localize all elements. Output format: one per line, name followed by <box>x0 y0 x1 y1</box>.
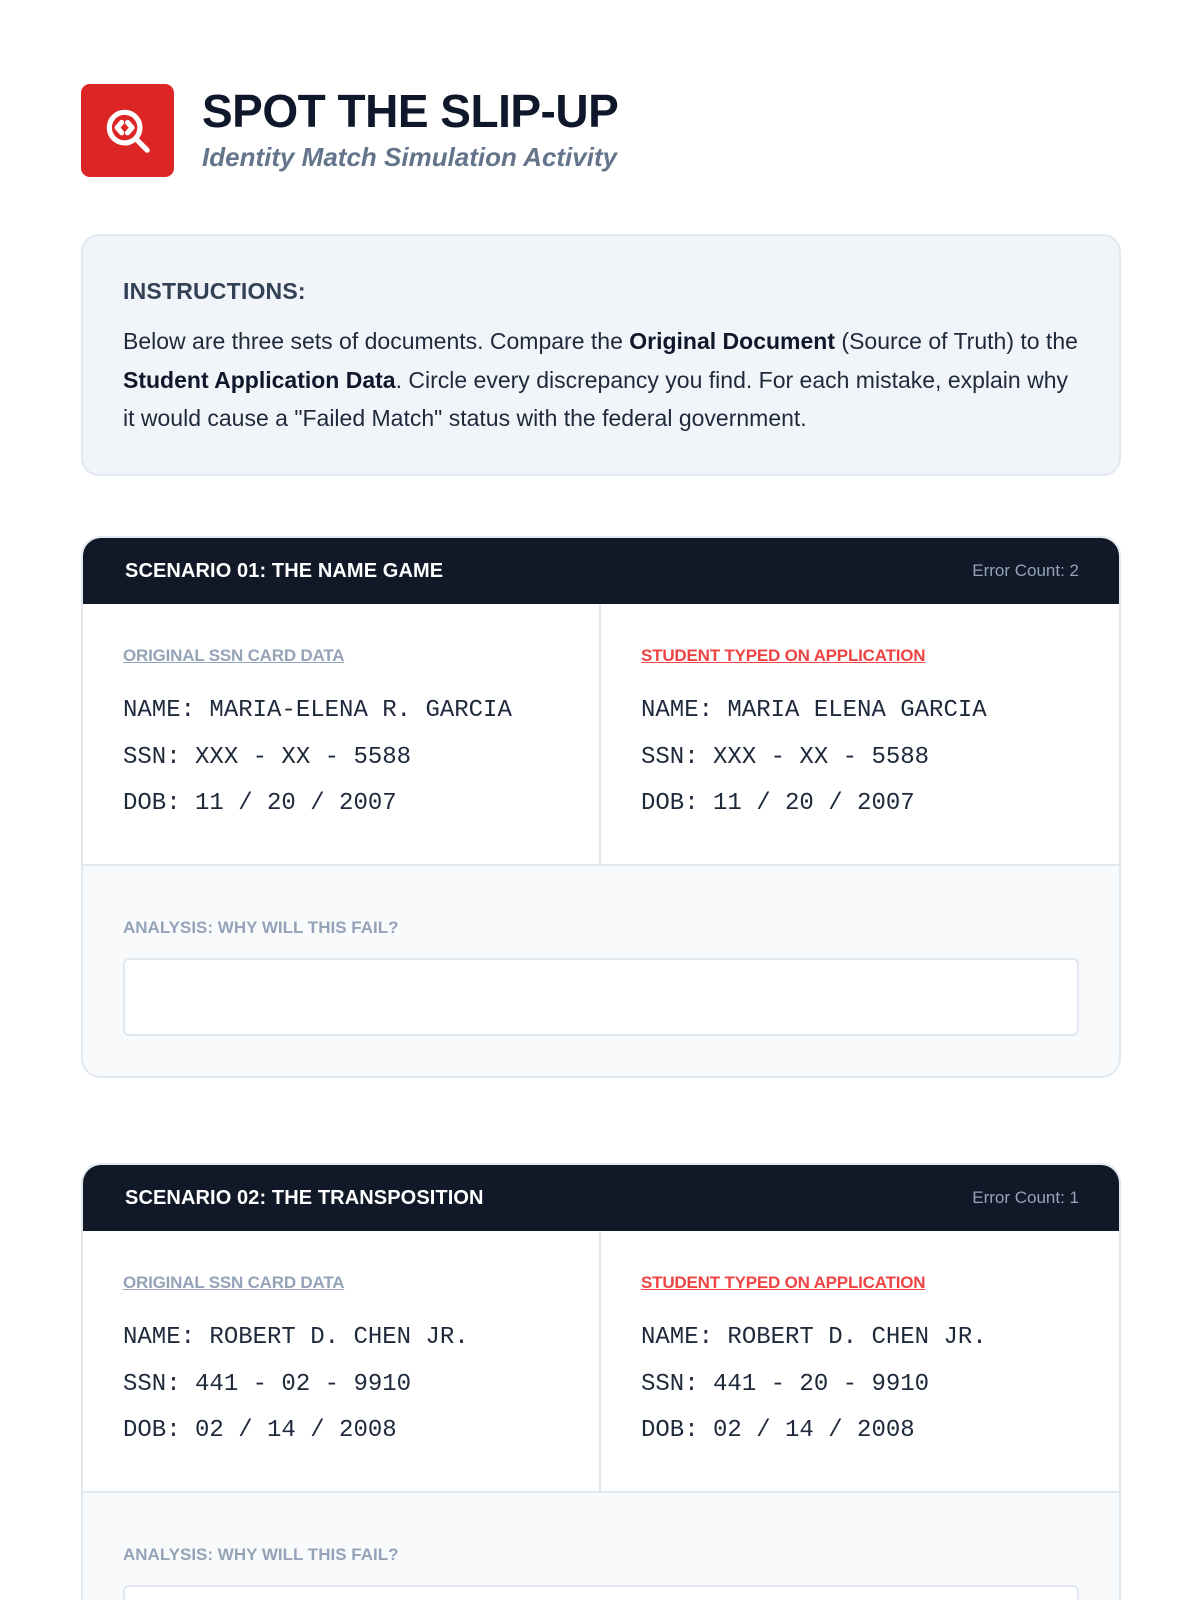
instructions-text-part: Below are three sets of documents. Compare the <box>123 328 630 354</box>
scenario-card-2 <box>81 1163 1121 1600</box>
original-dob[interactable]: DOB: 02 / 14 / 2008 <box>123 1417 397 1444</box>
original-name[interactable]: NAME: ROBERT D. CHEN JR. <box>123 1324 469 1351</box>
student-column <box>601 1231 1119 1491</box>
page-header <box>81 84 618 177</box>
logo-badge <box>81 84 174 177</box>
instructions-text <box>123 322 1079 438</box>
instructions-text-part: . Circle every discrepancy you find. For each mistake, explain why it would cause a "Failed Match" status with the federal government. <box>123 366 1068 431</box>
original-fields <box>123 688 559 828</box>
analysis-answer-box[interactable] <box>123 958 1079 1036</box>
page-subtitle: Identity Match Simulation Activity <box>202 141 618 172</box>
student-name[interactable]: NAME: MARIA ELENA GARCIA <box>641 697 987 724</box>
search-code-icon <box>101 104 155 158</box>
student-name[interactable]: NAME: ROBERT D. CHEN JR. <box>641 1324 987 1351</box>
analysis-section <box>83 1493 1119 1600</box>
scenario-card-1 <box>81 536 1121 1078</box>
original-name[interactable]: NAME: MARIA-ELENA R. GARCIA <box>123 697 512 724</box>
original-ssn[interactable]: SSN: XXX - XX - 5588 <box>123 743 412 771</box>
original-fields <box>123 1315 559 1455</box>
scenario-header <box>83 1165 1119 1231</box>
student-ssn[interactable]: SSN: 441 - 20 - 9910 <box>641 1370 930 1398</box>
original-ssn[interactable]: SSN: 441 - 02 - 9910 <box>123 1370 412 1398</box>
instructions-panel <box>81 234 1121 476</box>
original-column <box>83 1231 601 1491</box>
student-dob[interactable]: DOB: 02 / 14 / 2008 <box>641 1417 915 1444</box>
analysis-label: ANALYSIS: WHY WILL THIS FAIL? <box>123 918 399 937</box>
original-label: ORIGINAL SSN CARD DATA <box>123 1273 345 1292</box>
error-count: Error Count: 2 <box>972 561 1079 580</box>
analysis-answer-box[interactable] <box>123 1585 1079 1600</box>
student-label: STUDENT TYPED ON APPLICATION <box>641 1273 926 1292</box>
instructions-bold-original: Original Document <box>629 328 836 354</box>
student-dob[interactable]: DOB: 11 / 20 / 2007 <box>641 790 915 817</box>
original-dob[interactable]: DOB: 11 / 20 / 2007 <box>123 790 397 817</box>
scenario-title: SCENARIO 01: THE NAME GAME <box>125 559 444 582</box>
student-column <box>601 604 1119 864</box>
error-count: Error Count: 1 <box>972 1188 1079 1207</box>
scenario-title: SCENARIO 02: THE TRANSPOSITION <box>125 1186 484 1209</box>
instructions-heading: INSTRUCTIONS: <box>123 278 306 304</box>
analysis-label: ANALYSIS: WHY WILL THIS FAIL? <box>123 1545 399 1564</box>
original-label: ORIGINAL SSN CARD DATA <box>123 646 345 665</box>
scenario-header <box>83 538 1119 604</box>
instructions-bold-student: Student Application Data <box>123 366 396 393</box>
title-block <box>202 86 618 172</box>
comparison-panel <box>83 604 1119 866</box>
instructions-text-part: (Source of Truth) to the <box>835 328 1078 354</box>
page-title: SPOT THE SLIP-UP <box>202 84 619 137</box>
comparison-panel <box>83 1231 1119 1493</box>
student-ssn[interactable]: SSN: XXX - XX - 5588 <box>641 743 930 771</box>
student-fields <box>641 688 1079 828</box>
analysis-section <box>83 866 1119 1076</box>
original-column <box>83 604 601 864</box>
student-fields <box>641 1315 1079 1455</box>
student-label: STUDENT TYPED ON APPLICATION <box>641 646 926 665</box>
